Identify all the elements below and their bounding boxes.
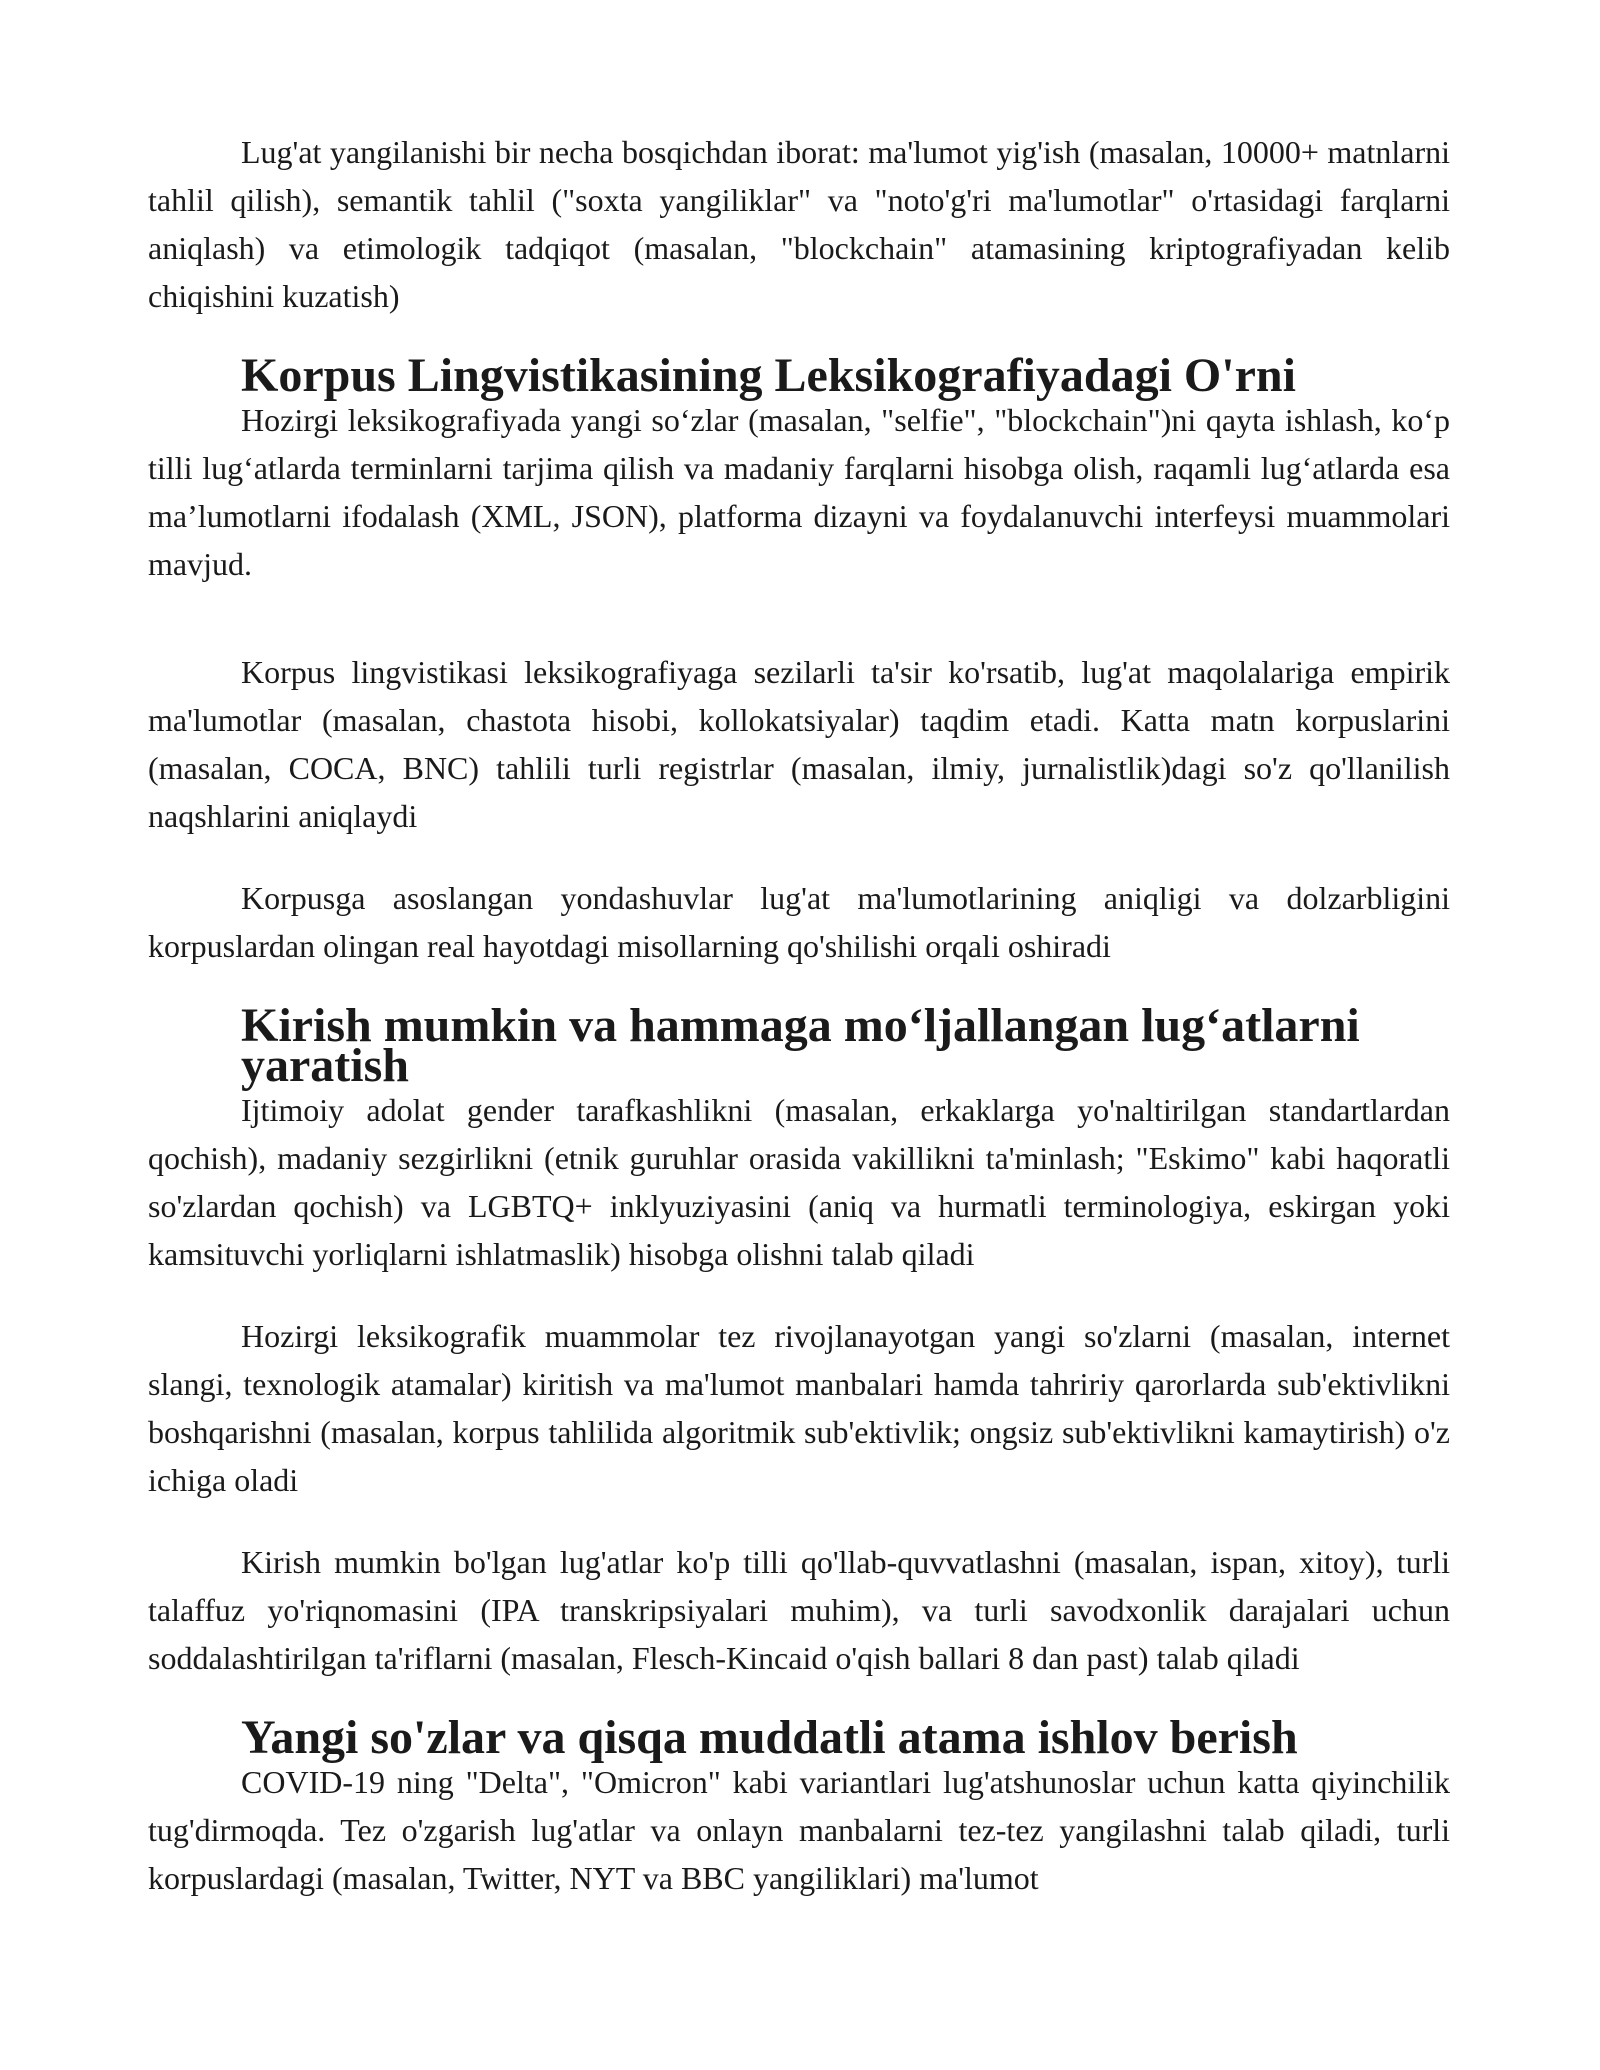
heading-corpus-linguistics: Korpus Lingvistikasining Leksikografiyadagi O'rni (241, 349, 1296, 402)
paragraph-corpus-approaches: Korpusga asoslangan yondashuvlar lug'at ma'lumotlarining aniqligi va dolzarbligini korpuslardan olingan real hayotdagi misollarning qo'shilishi orqali oshiradi (148, 880, 1450, 964)
heading-new-words: Yangi so'zlar va qisqa muddatli atama ishlov berish (241, 1711, 1298, 1764)
paragraph-social-justice: Ijtimoiy adolat gender tarafkashlikni (masalan, erkaklarga yo'naltirilgan standartlardan qochish), madaniy sezgirlikni (etnik guruhlar orasida vakillikni ta'minlash; "Eskimo" kabi haqoratli so'zlardan qochish) va LGBTQ+ inklyuziyasini (aniq va hurmatli terminologiya, eskirgan yoki kamsituvchi yorliqlarni ishlatmaslik) hisobga olishni talab qiladi (148, 1092, 1450, 1272)
paragraph-dictionary-update: Lug'at yangilanishi bir necha bosqichdan iborat: ma'lumot yig'ish (masalan, 10000+ matnlarni tahlil qilish), semantik tahlil ("soxta yangiliklar" va "noto'g'ri ma'lumotlar" o'rtasidagi farqlarni aniqlash) va etimologik tadqiqot (masalan, "blockchain" atamasining kriptografiyadan kelib chiqishini kuzatish) (148, 134, 1450, 314)
paragraph-covid-variants: COVID-19 ning "Delta", "Omicron" kabi variantlari lug'atshunoslar uchun katta qiyinchilik tug'dirmoqda. Tez o'zgarish lug'atlar va onlayn manbalarni tez-tez yangilashni talab qiladi, turli korpuslardagi (masalan, Twitter, NYT va BBC yangiliklari) ma'lumot (148, 1764, 1450, 1896)
paragraph-current-lexicography: Hozirgi leksikografiyada yangi so‘zlar (masalan, "selfie", "blockchain")ni qayta ishlash, ko‘p tilli lug‘atlarda terminlarni tarjima qilish va madaniy farqlarni hisobga olish, raqamli lug‘atlarda esa ma’lumotlarni ifodalash (XML, JSON), platforma dizayni va foydalanuvchi interfeysi muammolari mavjud. (148, 402, 1450, 582)
paragraph-corpus-impact: Korpus lingvistikasi leksikografiyaga sezilarli ta'sir ko'rsatib, lug'at maqolalariga empirik ma'lumotlar (masalan, chastota hisobi, kollokatsiyalar) taqdim etadi. Katta matn korpuslarini (masalan, COCA, BNC) tahlili turli registrlar (masalan, ilmiy, jurnalistlik)dagi so'z qo'llanilish naqshlarini aniqlaydi (148, 654, 1450, 834)
paragraph-lexicographic-problems: Hozirgi leksikografik muammolar tez rivojlanayotgan yangi so'zlarni (masalan, internet slangi, texnologik atamalar) kiritish va ma'lumot manbalari hamda tahririy qarorlarda sub'ektivlikni boshqarishni (masalan, korpus tahlilida algoritmik sub'ektivlik; ongsiz sub'ektivlikni kamaytirish) o'z ichiga oladi (148, 1318, 1450, 1498)
heading-accessible-dictionaries: Kirish mumkin va hammaga mo‘ljallangan lug‘atlarni yaratish (241, 999, 1360, 1092)
document-page (148, 128, 1450, 1902)
paragraph-accessible-requirements: Kirish mumkin bo'lgan lug'atlar ko'p tilli qo'llab-quvvatlashni (masalan, ispan, xitoy), turli talaffuz yo'riqnomasini (IPA transkripsiyalari muhim), va turli savodxonlik darajalari uchun soddalashtirilgan ta'riflarni (masalan, Flesch-Kincaid o'qish ballari 8 dan past) talab qiladi (148, 1544, 1450, 1676)
